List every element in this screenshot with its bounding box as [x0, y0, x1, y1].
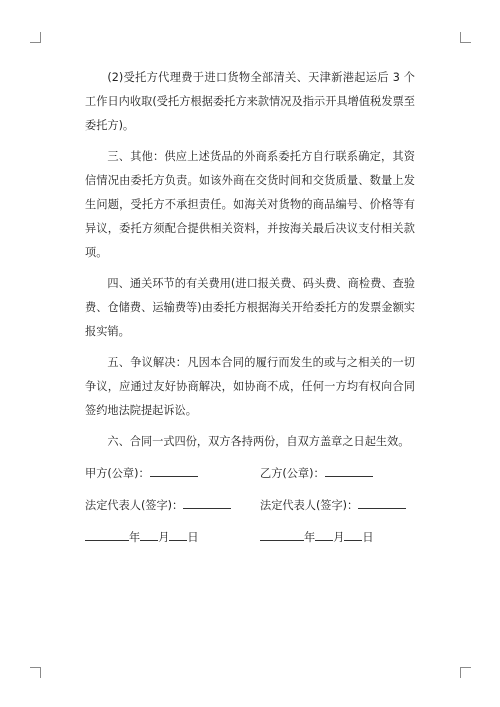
paragraph-dispute-resolution: 五、争议解决：凡因本合同的履行而发生的或与之相关的一切争议，应通过友好协商解决，如协商不成，任何一方均有权向合同签约地法院提起诉讼。: [85, 356, 415, 417]
document-body: [85, 66, 415, 557]
year-label: 年: [129, 531, 141, 544]
party-a-date: [85, 525, 260, 550]
year-label: 年: [304, 531, 316, 544]
representative-row: [85, 493, 415, 518]
party-a-seal: [85, 461, 260, 486]
page-corner-mark: [30, 667, 41, 678]
party-b-seal: [260, 461, 415, 486]
party-b-rep-label: 法定代表人(签字)：: [260, 499, 359, 512]
page-corner-mark: [460, 32, 471, 43]
day-blank: [169, 525, 187, 541]
year-blank: [260, 525, 304, 541]
paragraph-agency-fee: (2)受托方代理费于进口货物全部清关、天津新港起运后 3 个工作日内收取(受托方根据委托方来款情况及指示开具增值税发票至委托方)。: [85, 71, 415, 132]
paragraph-other-terms: 三、其他：供应上述货品的外商系委托方自行联系确定，其资信情况由委托方负责。如该外商在交货时间和交货质量、数量上发生问题，受托方不承担责任。如海关对货物的商品编号、价格等有异议，委托方须配合提供相关资料，并按海关最后决议支付相关款项。: [85, 150, 415, 259]
paragraph-customs-fees: 四、通关环节的有关费用(进口报关费、码头费、商检费、查验费、仓储费、运输费等)由委托方根据海关开给委托方的发票金额实报实销。: [85, 277, 415, 338]
party-a-representative: [85, 493, 260, 518]
party-a-rep-blank: [183, 493, 231, 509]
party-b-date: [260, 525, 415, 550]
month-label: 月: [333, 531, 345, 544]
party-b-seal-blank: [325, 461, 373, 477]
paragraph-copies: 六、合同一式四份，双方各持两份，自双方盖章之日起生效。: [107, 435, 410, 448]
day-label: 日: [187, 531, 199, 544]
seal-row: [85, 461, 415, 486]
day-blank: [344, 525, 362, 541]
party-b-rep-blank: [358, 493, 406, 509]
date-row: [85, 525, 415, 550]
party-a-seal-label: 甲方(公章)：: [85, 467, 150, 480]
party-b-representative: [260, 493, 415, 518]
page-corner-mark: [30, 32, 41, 43]
month-blank: [140, 525, 158, 541]
month-blank: [315, 525, 333, 541]
page-corner-mark: [460, 667, 471, 678]
year-blank: [85, 525, 129, 541]
party-a-seal-blank: [150, 461, 198, 477]
month-label: 月: [158, 531, 170, 544]
party-a-rep-label: 法定代表人(签字)：: [85, 499, 184, 512]
party-b-seal-label: 乙方(公章)：: [260, 467, 325, 480]
day-label: 日: [362, 531, 374, 544]
